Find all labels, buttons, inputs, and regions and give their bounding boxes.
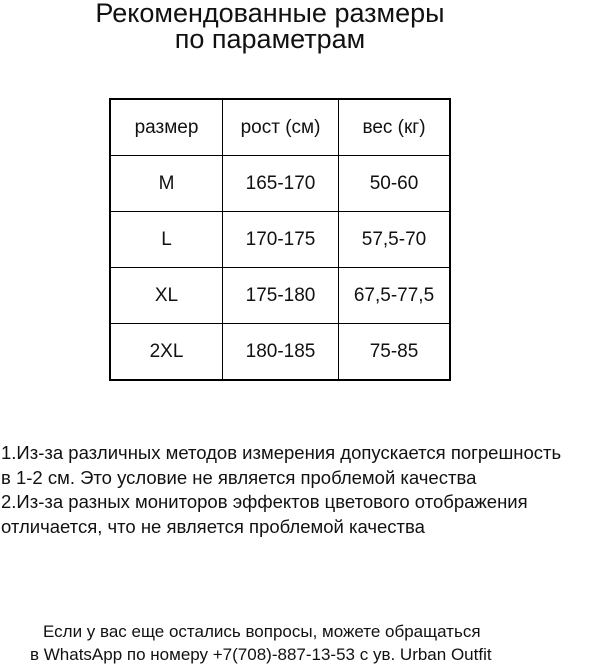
cell-weight: 75-85: [339, 324, 451, 381]
cell-weight: 50-60: [339, 156, 451, 212]
table-row: [110, 212, 450, 268]
notes-block: [1, 441, 561, 539]
cell-height: 165-170: [223, 156, 339, 212]
note-line: 1.Из-за различных методов измерения допускается погрешность: [1, 442, 562, 463]
size-table: [109, 98, 451, 381]
title-line-1: Рекомендованные размеры: [95, 0, 445, 28]
note-line: 2.Из-за разных мониторов эффектов цветового отображения: [1, 491, 528, 512]
table-row: [110, 268, 450, 324]
header-height: рост (см): [223, 99, 339, 156]
header-size: размер: [110, 99, 223, 156]
header-weight: вес (кг): [339, 99, 451, 156]
footer-line-2: в WhatsApp по номеру +7(708)-887-13-53 с ув. Urban Outfit: [30, 645, 492, 664]
cell-height: 170-175: [223, 212, 339, 268]
cell-height: 180-185: [223, 324, 339, 381]
table-row: [110, 156, 450, 212]
cell-size: M: [110, 156, 223, 212]
title-line-2: по параметрам: [174, 24, 366, 54]
cell-size: L: [110, 212, 223, 268]
cell-weight: 57,5-70: [339, 212, 451, 268]
cell-weight: 67,5-77,5: [339, 268, 451, 324]
cell-height: 175-180: [223, 268, 339, 324]
note-line: в 1-2 см. Это условие не является проблемой качества: [1, 466, 477, 488]
cell-size: 2XL: [110, 324, 223, 381]
cell-size: XL: [110, 268, 223, 324]
footer-line-1: Если у вас еще остались вопросы, можете обращаться: [43, 622, 481, 641]
page-title: [0, 0, 540, 52]
table-row: [110, 324, 450, 381]
note-line: отличается, что не является проблемой качества: [1, 515, 425, 537]
table-header-row: [110, 99, 450, 156]
